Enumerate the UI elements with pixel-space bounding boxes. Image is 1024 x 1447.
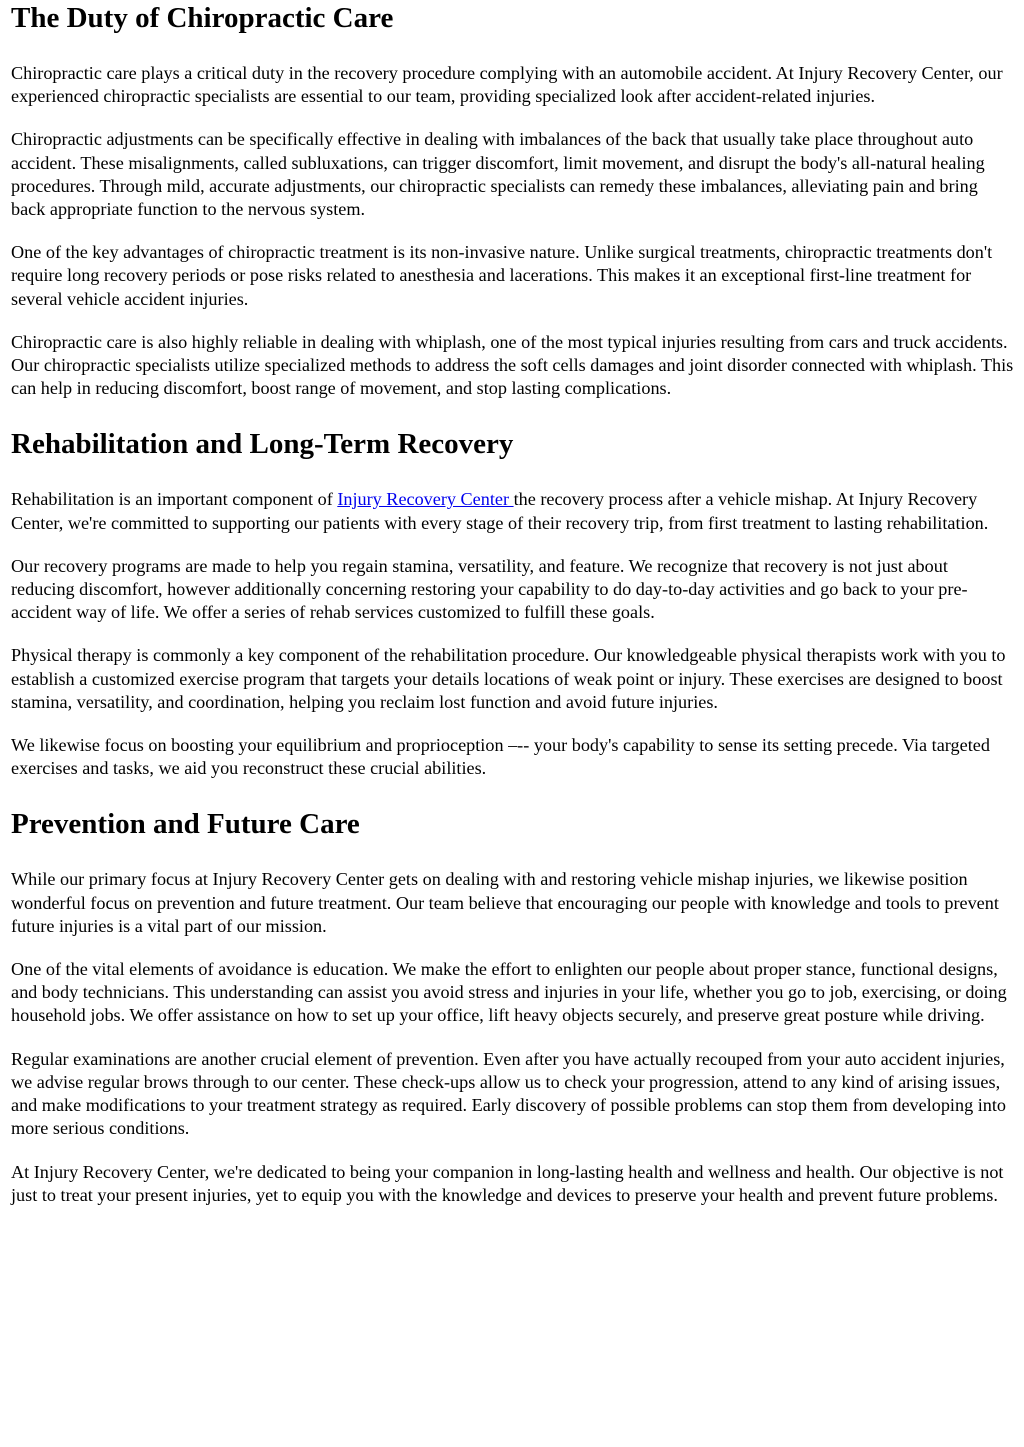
- section-prevention: [11, 807, 1014, 1206]
- paragraph-with-link: [11, 488, 1014, 534]
- paragraph-text-after-link: the recovery process after a vehicle mishap. At Injury Recovery Center, we're committed to supporting our patients with every stage of their recovery trip, from first treatment to lasting rehabilitation.: [11, 489, 989, 533]
- paragraph: Our recovery programs are made to help you regain stamina, versatility, and feature. We recognize that recovery is not just about reducing discomfort, however additionally concerning restoring your capability to do day-to-day activities and go back to your pre-accident way of life. We offer a series of rehab services customized to fulfill these goals.: [11, 555, 968, 623]
- paragraph: One of the vital elements of avoidance is education. We make the effort to enlighten our people about proper stance, functional designs, and body technicians. This understanding can assist you avoid stress and injuries in your life, whether you go to job, exercising, or doing household jobs. We offer assistance on how to set up your office, lift heavy objects securely, and preserve great posture while driving.: [11, 959, 1007, 1026]
- paragraph: Chiropractic adjustments can be specifically effective in dealing with imbalances of the back that usually take place throughout auto accident. These misalignments, called subluxations, can trigger discomfort, limit movement, and disrupt the body's all-natural healing procedures. Through mild, accurate adjustments, our chiropractic specialists can remedy these imbalances, alleviating pain and bring back appropriate function to the nervous system.: [11, 129, 985, 220]
- paragraph: Regular examinations are another crucial element of prevention. Even after you have actually recouped from your auto accident injuries, we advise regular brows through to our center. These check-ups allow us to check your progression, attend to any kind of arising issues, and make modifications to your treatment strategy as required. Early discovery of possible problems can stop them from developing into more serious conditions.: [11, 1048, 1007, 1139]
- section-chiropractic-care: [11, 1, 1014, 400]
- paragraph: Physical therapy is commonly a key component of the rehabilitation procedure. Our knowledgeable physical therapists work with you to establish a customized exercise program that targets your details locations of weak point or injury. These exercises are designed to boost stamina, versatility, and coordination, helping you reclaim lost function and avoid future injuries.: [11, 645, 1006, 712]
- section-heading: Rehabilitation and Long-Term Recovery: [11, 428, 514, 461]
- article: [0, 1, 1024, 1207]
- section-heading: Prevention and Future Care: [11, 808, 360, 841]
- section-heading: The Duty of Chiropractic Care: [11, 2, 394, 34]
- section-rehabilitation: [11, 427, 1014, 780]
- paragraph: At Injury Recovery Center, we're dedicated to being your companion in long-lasting health and wellness and health. Our objective is not just to treat your present injuries, yet to equip you with the knowledge and devices to preserve your health and prevent future problems.: [11, 1161, 1004, 1205]
- paragraph: While our primary focus at Injury Recovery Center gets on dealing with and restoring vehicle mishap injuries, we likewise position wonderful focus on prevention and future treatment. Our team believe that encouraging our people with knowledge and tools to prevent future injuries is a vital part of our mission.: [11, 869, 999, 936]
- paragraph-text-before-link: Rehabilitation is an important component of: [11, 489, 338, 510]
- paragraph: One of the key advantages of chiropractic treatment is its non-invasive nature. Unlike surgical treatments, chiropractic treatments don't require long recovery periods or pose risks related to anesthesia and lacerations. This makes it an exceptional first-line treatment for several vehicle accident injuries.: [11, 242, 993, 309]
- paragraph: We likewise focus on boosting your equilibrium and proprioception –-- your body's capability to sense its setting precede. Via targeted exercises and tasks, we aid you reconstruct these crucial abilities.: [11, 735, 990, 779]
- injury-recovery-center-link[interactable]: Injury Recovery Center: [337, 489, 514, 510]
- paragraph: Chiropractic care is also highly reliable in dealing with whiplash, one of the most typical injuries resulting from cars and truck accidents. Our chiropractic specialists utilize specialized methods to address the soft cells damages and joint disorder connected with whiplash. This can help in reducing discomfort, boost range of movement, and stop lasting complications.: [11, 331, 1014, 399]
- paragraph: Chiropractic care plays a critical duty in the recovery procedure complying with an automobile accident. At Injury Recovery Center, our experienced chiropractic specialists are essential to our team, providing specialized look after accident-related injuries.: [11, 63, 1003, 107]
